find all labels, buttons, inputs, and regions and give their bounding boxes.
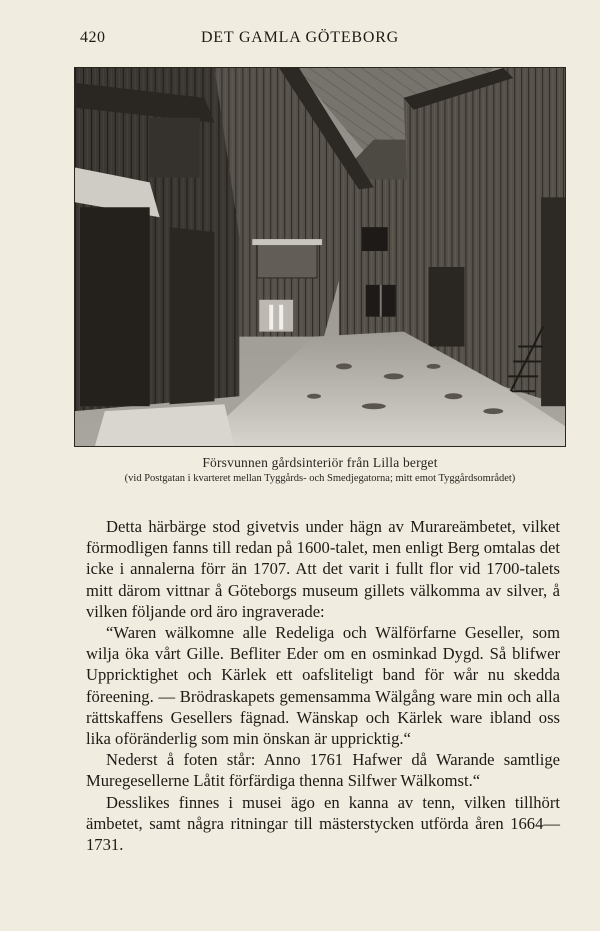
figure-caption xyxy=(100,455,540,486)
paragraph-pewter-jug: Desslikes finnes i musei ägo en kanna av tenn, vilken tillhört ämbetet, samt några ritningar till mästerstycken utförda åren 1664—1731. xyxy=(86,792,560,855)
page-number: 420 xyxy=(80,29,106,46)
paragraph-intro: Detta härbärge stod givetvis under hägn av Murareämbetet, vilket förmodligen fanns till redan på 1600-talet, men enligt Berg omtalas det icke i annalerna förr än 1707. Att det varit i fullt flor vid 1700-talets mitt därom vittnar å Göteborgs museum gillets välkomma av silver, å vilken följande ord äro ingraverade: xyxy=(86,517,560,621)
paragraph-foot-inscription: Nederst å foten står: Anno 1761 Hafwer då Warande samtlige Muregesellerne Låtit förfärdiga thenna Silfwer Wälkomst.“ xyxy=(86,750,560,791)
caption-subtitle: (vid Postgatan i kvarteret mellan Tyggårds- och Smedjegatorna; mitt emot Tyggårdsområdet) xyxy=(124,473,516,484)
running-title: DET GAMLA GÖTEBORG xyxy=(200,29,400,46)
caption-title: Försvunnen gårdsinteriör från Lilla berget xyxy=(202,455,438,470)
body-text xyxy=(86,516,560,855)
courtyard-photograph xyxy=(74,67,566,447)
paragraph-inscription: “Waren wälkomne alle Redeliga och Wälförfarne Geseller, som wilja öka vårt Gille. Befliter Eder om en osminkad Dygd. Så blifwer Uppricktighet och Kärlek ett oafsliteligt band för wår nu skedda föreening. — Brödraskapets gemensamma Wälgång ware min och alla rättskaffens Gesellers fägnad. Wänskap och Kärlek ware ibland oss lika oföränderlig som min önskan är uppricktig.“ xyxy=(86,623,560,749)
photo-illustration xyxy=(75,68,565,446)
